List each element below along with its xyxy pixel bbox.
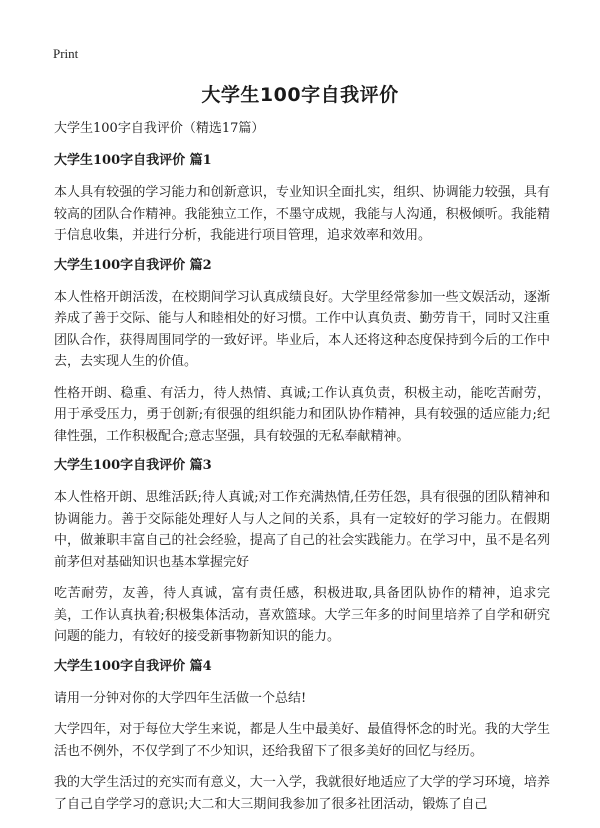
section-2 — [54, 257, 550, 448]
section-heading: 大学生100字自我评价 篇2 — [54, 257, 212, 273]
paragraph: 请用一分钟对你的大学四年生活做一个总结! — [54, 690, 307, 706]
section-heading: 大学生100字自我评价 篇3 — [54, 458, 212, 473]
paragraph: 本人具有较强的学习能力和创新意识，专业知识全面扎实，组织、协调能力较强，具有较高的团队合作精神。我能独立工作，不墨守成规，我能与人沟通，积极倾听。我能精于信息收集，并进行分析，我能进行项目管理，追求效率和效用。 — [54, 185, 550, 243]
paragraph: 本人性格开朗活泼，在校期间学习认真成绩良好。大学里经常参加一些文娱活动，逐渐养成了善于交际、能与人和睦相处的好习惯。工作中认真负责、勤劳肯干，同时又注重团队合作，获得周围同学的一致好评。毕业后，本人还将这种态度保持到今后的工作中去，去实现人生的价值。 — [54, 289, 550, 369]
section-heading: 大学生100字自我评价 篇4 — [54, 658, 212, 674]
paragraph: 性格开朗、稳重、有活力，待人热情、真诚;工作认真负责，积极主动，能吃苦耐劳，用于承受压力，勇于创新;有很强的组织能力和团队协作精神，具有较强的适应能力;纪律性强，工作积极配合;意志坚强，具有较强的无私奉献精神。 — [54, 385, 550, 444]
section-3 — [54, 457, 550, 648]
paragraph: 本人性格开朗、思维活跃;待人真诚;对工作充满热情,任劳任怨，具有很强的团队精神和协调能力。善于交际能处理好人与人之间的关系，具有一定较好的学习能力。在假期中，做兼职丰富自己的社会经验，提高了自己的社会实践能力。在学习中，虽不是名列前茅但对基础知识也基本掌握完好 — [54, 490, 550, 570]
paragraph: 我的大学生活过的充实而有意义，大一入学，我就很好地适应了大学的学习环境，培养了自己自学学习的意识;大二和大三期间我参加了很多社团活动，锻炼了自己 — [54, 775, 550, 812]
section-4 — [54, 658, 550, 816]
document-subtitle: 大学生100字自我评价（精选17篇） — [54, 121, 265, 136]
paragraph: 大学四年，对于每位大学生来说，都是人生中最美好、最值得怀念的时光。我的大学生活也不例外，不仅学到了不少知识，还给我留下了很多美好的回忆与经历。 — [54, 722, 550, 759]
print-link[interactable]: Print — [53, 46, 79, 61]
section-1 — [54, 152, 550, 247]
section-heading: 大学生100字自我评价 篇1 — [54, 153, 212, 168]
document-body — [54, 120, 550, 825]
paragraph: 吃苦耐劳，友善，待人真诚，富有责任感，积极进取,具备团队协作的精神，追求完美，工作认真执着;积极集体活动，喜欢篮球。大学三年多的时间里培养了自学和研究问题的能力，有较好的接受新事物新知识的能力。 — [54, 586, 550, 644]
page-title: 大学生100字自我评价 — [201, 84, 399, 106]
